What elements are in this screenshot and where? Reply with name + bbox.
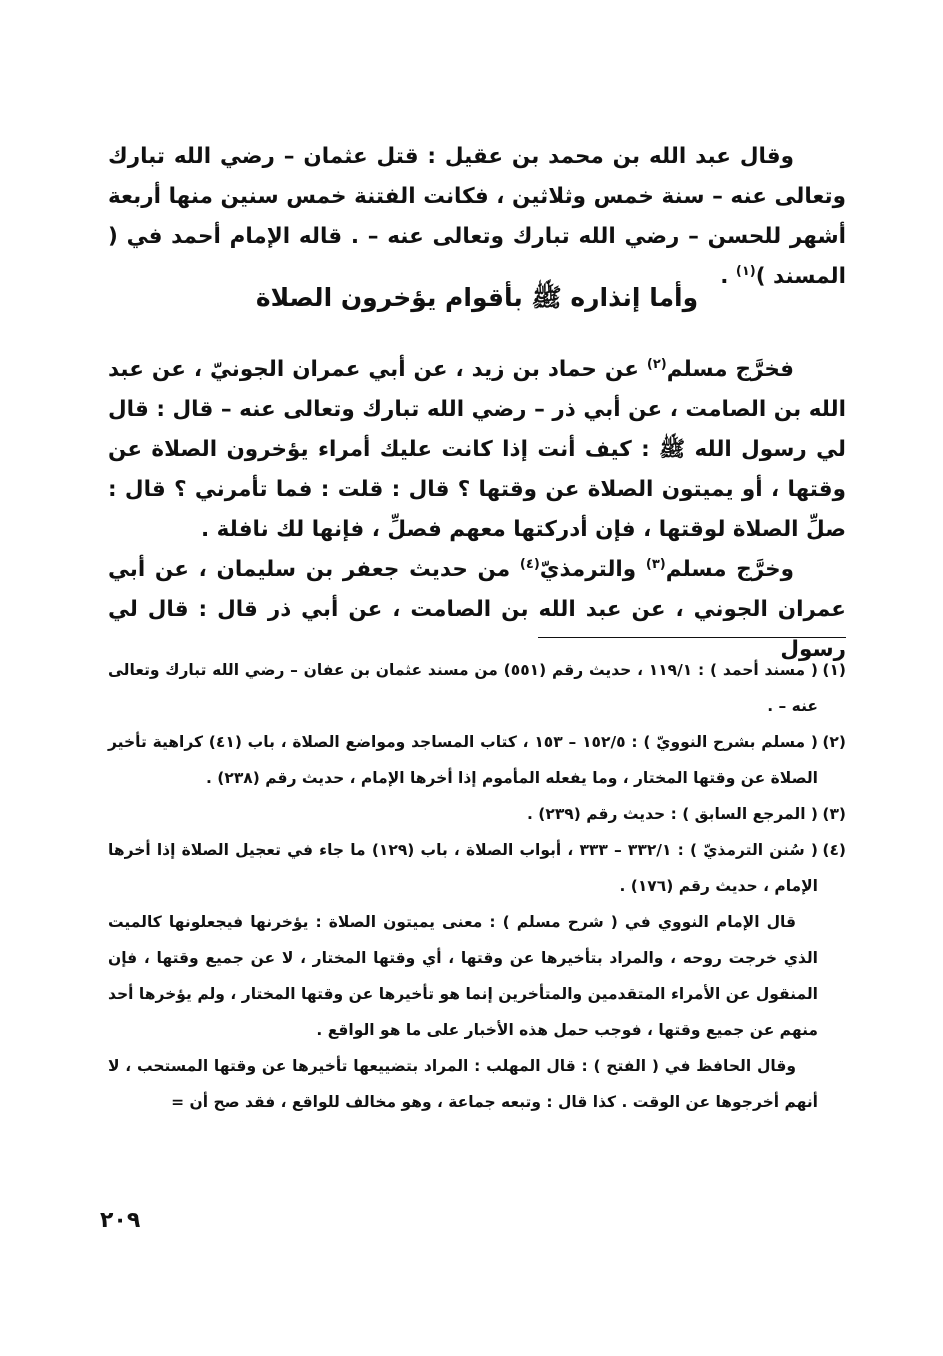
- paragraph-1: [108, 137, 846, 297]
- footnote-ref-2: (٢): [646, 356, 667, 372]
- footnote-number: (٢): [822, 733, 846, 751]
- footnote-2: [108, 724, 846, 796]
- footnote-ref-3: (٣): [645, 556, 666, 572]
- footnote-number: (١): [822, 661, 846, 679]
- footnote-1: [108, 652, 846, 724]
- paragraph-3-start: وخرَّج مسلم: [665, 557, 794, 582]
- paragraph-2-text: عن حماد بن زيد ، عن أبي عمران الجونيّ ، عن عبد الله بن الصامت ، عن أبي ذر – رضي الله تبارك وتعالى عنه – قال : قال لي رسول الله ﷺ : كيف أنت إذا كانت عليك أمراء يؤخرون الصلاة عن وقتها ، أو يميتون الصلاة عن وقتها ؟ قال : قلت : فما تأمرني ؟ قال : صلِّ الصلاة لوقتها ، فإن أدركتها معهم فصلِّ ، فإنها لك نافلة .: [108, 357, 846, 542]
- paragraph-3-text: من حديث جعفر بن سليمان ، عن أبي عمران الجوني ، عن عبد الله بن الصامت ، عن أبي ذر قال : قال لي رسول: [108, 557, 846, 662]
- footnote-number: (٤): [822, 841, 847, 859]
- footnote-4: [108, 832, 846, 904]
- paragraph-2: [108, 350, 846, 550]
- footnote-number: (٣): [822, 805, 846, 823]
- paragraph-1-end: .: [720, 264, 736, 289]
- footnote-3: [108, 796, 846, 832]
- footnote-note-hafiz: وقال الحافظ في ( الفتح ) : قال المهلب : المراد بتضييعها تأخيرها عن وقتها المستحب ، لا أنهم أخرجوها عن الوقت . كذا قال : وتبعه جماعة ، وهو مخالف للواقع ، فقد صح أن =: [108, 1057, 818, 1111]
- footnote-text: ( مسلم بشرح النوويّ ) : ١٥٢/٥ – ١٥٣ ، كتاب المساجد ومواضع الصلاة ، باب (٤١) كراهية تأخير الصلاة عن وقتها المختار ، وما يفعله المأموم إذا أخرها الإمام ، حديث رقم (٢٣٨) .: [108, 733, 818, 787]
- footnote-separator: [538, 637, 846, 638]
- footnote-ref-1: (١): [735, 263, 756, 279]
- page-number: ٢٠٩: [100, 1208, 141, 1233]
- footnotes: [108, 652, 846, 1120]
- paragraph-2-start: فخرَّج مسلم: [666, 357, 794, 382]
- footnote-ref-4: (٤): [519, 556, 540, 572]
- footnote-note-nawawi: قال الإمام النووي في ( شرح مسلم ) : معنى يميتون الصلاة : يؤخرنها فيجعلونها كالميت الذي خرجت روحه ، والمراد بتأخيرها عن وقتها ، أي وقتها المختار ، لا عن جميع وقتها ، فإن المنقول عن الأمراء المتقدمين والمتأخرين إنما هو تأخيرها عن وقتها المختار ، ولم يؤخرها أحد منهم عن جميع وقتها ، فوجب حمل هذه الأخبار على ما هو الواقع .: [108, 913, 818, 1039]
- footnote-text: ( مسند أحمد ) : ١١٩/١ ، حديث رقم (٥٥١) من مسند عثمان بن عفان – رضي الله تبارك وتعالى عنه – .: [108, 661, 818, 715]
- paragraph-1-text: وقال عبد الله بن محمد بن عقيل : قتل عثمان – رضي الله تبارك وتعالى عنه – سنة خمس وثلاثين ، فكانت الفتنة خمس سنين منها أربعة أشهر للحسن – رضي الله تبارك وتعالى عنه – . قاله الإمام أحمد في ( المسند ): [108, 144, 846, 289]
- footnote-text: ( سُنن الترمذيّ ) : ٣٣٢/١ – ٣٣٣ ، أبواب الصلاة ، باب (١٢٩) ما جاء في تعجيل الصلاة إذا أخرها الإمام ، حديث رقم (١٧٦) .: [108, 841, 819, 895]
- main-text-top: [108, 137, 846, 297]
- section-heading: وأما إنذاره ﷺ بأقوام يؤخرون الصلاة: [255, 283, 699, 312]
- footnote-text: ( المرجع السابق ) : حديث رقم (٢٣٩) .: [526, 805, 818, 823]
- main-text-bottom: [108, 350, 846, 670]
- paragraph-3-mid: والترمذيّ: [539, 557, 646, 582]
